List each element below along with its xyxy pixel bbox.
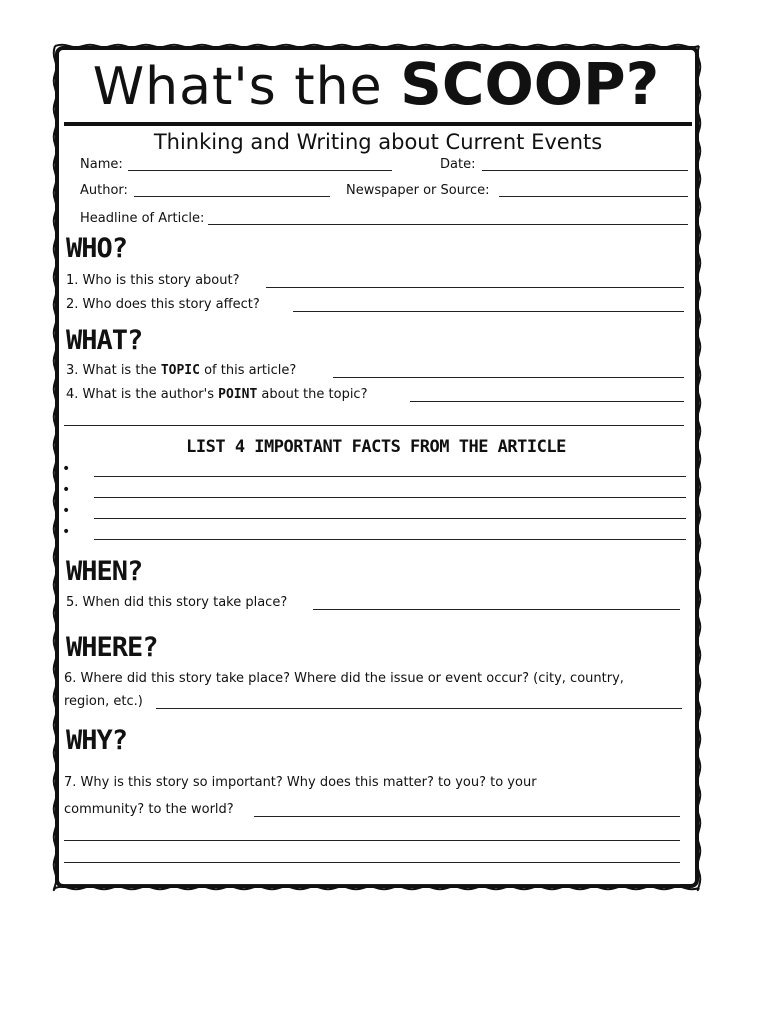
what-heading: WHAT? — [66, 325, 143, 356]
question-6-line-1: 6. Where did this story take place? Where did the issue or event occur? (city, country, — [64, 671, 624, 686]
source-field[interactable] — [499, 196, 688, 197]
author-label: Author: — [80, 183, 128, 198]
date-label: Date: — [440, 157, 476, 172]
fact-line-1[interactable] — [94, 476, 686, 477]
question-4-pre: 4. What is the author's — [66, 387, 219, 402]
answer-line-2[interactable] — [293, 311, 684, 312]
question-3 — [66, 363, 296, 379]
title-part2: SCOOP? — [400, 50, 660, 118]
question-3-pre: 3. What is the — [66, 363, 161, 378]
name-label: Name: — [80, 157, 123, 172]
answer-line-7d[interactable] — [64, 884, 680, 885]
question-7-line-1: 7. Why is this story so important? Why does this matter? to you? to your — [64, 775, 537, 790]
fact-line-2[interactable] — [94, 497, 686, 498]
fact-line-3[interactable] — [94, 518, 686, 519]
worksheet-subtitle: Thinking and Writing about Current Events — [153, 130, 603, 154]
fact-bullet-1: • — [62, 461, 71, 477]
source-label: Newspaper or Source: — [346, 183, 490, 198]
question-7-line-2: community? to the world? — [64, 802, 234, 817]
question-3-post: of this article? — [199, 363, 297, 378]
facts-title: LIST 4 IMPORTANT FACTS FROM THE ARTICLE — [186, 437, 566, 457]
question-3-topic: TOPIC — [160, 363, 200, 378]
answer-line-1[interactable] — [266, 287, 684, 288]
why-heading: WHY? — [66, 725, 128, 756]
answer-line-7a[interactable] — [254, 816, 680, 817]
question-1: 1. Who is this story about? — [66, 273, 240, 288]
author-field[interactable] — [134, 196, 330, 197]
question-5: 5. When did this story take place? — [66, 595, 288, 610]
fact-bullet-4: • — [62, 524, 71, 540]
when-heading: WHEN? — [66, 556, 143, 587]
answer-line-3[interactable] — [333, 377, 684, 378]
title-part1: What's the — [92, 57, 383, 117]
worksheet-title — [56, 52, 696, 119]
fact-bullet-3: • — [62, 503, 71, 519]
answer-line-4b[interactable] — [64, 425, 684, 426]
question-4-post: about the topic? — [257, 387, 368, 402]
who-heading: WHO? — [66, 233, 128, 264]
answer-line-7c[interactable] — [64, 862, 680, 863]
date-field[interactable] — [482, 170, 688, 171]
answer-line-5[interactable] — [313, 609, 680, 610]
answer-line-4a[interactable] — [410, 401, 684, 402]
fact-bullet-2: • — [62, 482, 71, 498]
answer-line-6[interactable] — [156, 708, 682, 709]
question-4 — [66, 387, 367, 403]
title-divider — [64, 122, 692, 126]
question-2: 2. Who does this story affect? — [66, 297, 260, 312]
answer-line-7b[interactable] — [64, 840, 680, 841]
question-4-point: POINT — [218, 387, 258, 402]
fact-line-4[interactable] — [94, 539, 686, 540]
where-heading: WHERE? — [66, 632, 158, 663]
question-6-line-2: region, etc.) — [64, 694, 143, 709]
name-field[interactable] — [128, 170, 392, 171]
headline-label: Headline of Article: — [80, 211, 205, 226]
headline-field[interactable] — [208, 224, 688, 225]
